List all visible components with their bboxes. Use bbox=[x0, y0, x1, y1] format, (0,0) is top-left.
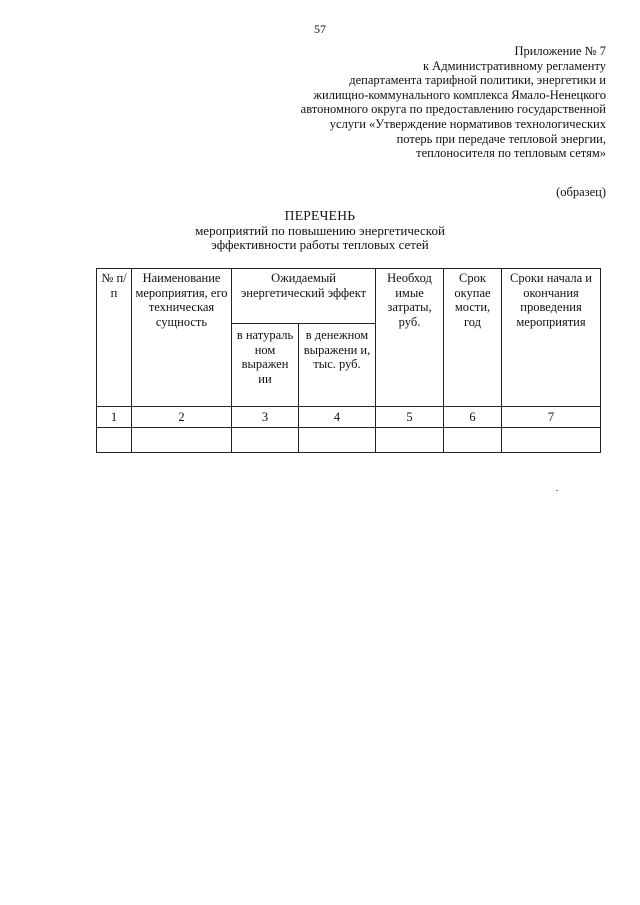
appendix-line: департамента тарифной политики, энергетики и bbox=[349, 73, 606, 88]
column-number: 1 bbox=[97, 407, 132, 428]
appendix-line: теплоносителя по тепловым сетям» bbox=[416, 146, 606, 161]
column-numbers-row bbox=[97, 407, 601, 428]
table-cell bbox=[502, 428, 601, 453]
table-cell bbox=[232, 428, 299, 453]
header-expected-effect: Ожидаемый энергетический эффект bbox=[232, 269, 376, 324]
table-header-row bbox=[97, 269, 601, 324]
appendix-line: к Административному регламенту bbox=[422, 58, 606, 73]
appendix-line: услуги «Утверждение нормативов технологических bbox=[329, 116, 606, 131]
sample-mark: (образец) bbox=[556, 185, 606, 199]
table-cell bbox=[97, 428, 132, 453]
appendix-line: автономного округа по предоставлению государственной bbox=[300, 102, 606, 117]
header-costs: Необход имые затраты, руб. bbox=[376, 269, 444, 407]
column-number: 3 bbox=[232, 407, 299, 428]
header-name: Наименование мероприятия, его техническая сущность bbox=[132, 269, 232, 407]
column-number: 5 bbox=[376, 407, 444, 428]
header-expected-money: в денежном выражени и, тыс. руб. bbox=[299, 324, 376, 407]
document-title bbox=[0, 209, 640, 253]
title-heading: ПЕРЕЧЕНЬ bbox=[284, 208, 356, 223]
column-number: 2 bbox=[132, 407, 232, 428]
appendix-line: потерь при передаче тепловой энергии, bbox=[396, 131, 606, 146]
table-cell bbox=[444, 428, 502, 453]
appendix-line: жилищно-коммунального комплекса Ямало-Ненецкого bbox=[313, 87, 606, 102]
header-dates: Сроки начала и окончания проведения мероприятия bbox=[502, 269, 601, 407]
header-expected-natural: в натураль ном выражен ии bbox=[232, 324, 299, 407]
column-number: 4 bbox=[299, 407, 376, 428]
title-subline: мероприятий по повышению энергетической bbox=[195, 222, 445, 238]
page-number: 57 bbox=[314, 22, 326, 36]
table-cell bbox=[299, 428, 376, 453]
scan-speck bbox=[556, 490, 558, 491]
column-number: 7 bbox=[502, 407, 601, 428]
table-cell bbox=[132, 428, 232, 453]
header-num: № п/п bbox=[97, 269, 132, 407]
column-number: 6 bbox=[444, 407, 502, 428]
measures-table bbox=[96, 268, 601, 453]
header-payback: Срок окупае мости, год bbox=[444, 269, 502, 407]
table-row bbox=[97, 428, 601, 453]
title-subline: эффективности работы тепловых сетей bbox=[211, 237, 429, 252]
appendix-line: Приложение № 7 bbox=[514, 44, 606, 58]
appendix-block bbox=[206, 44, 606, 161]
table-cell bbox=[376, 428, 444, 453]
